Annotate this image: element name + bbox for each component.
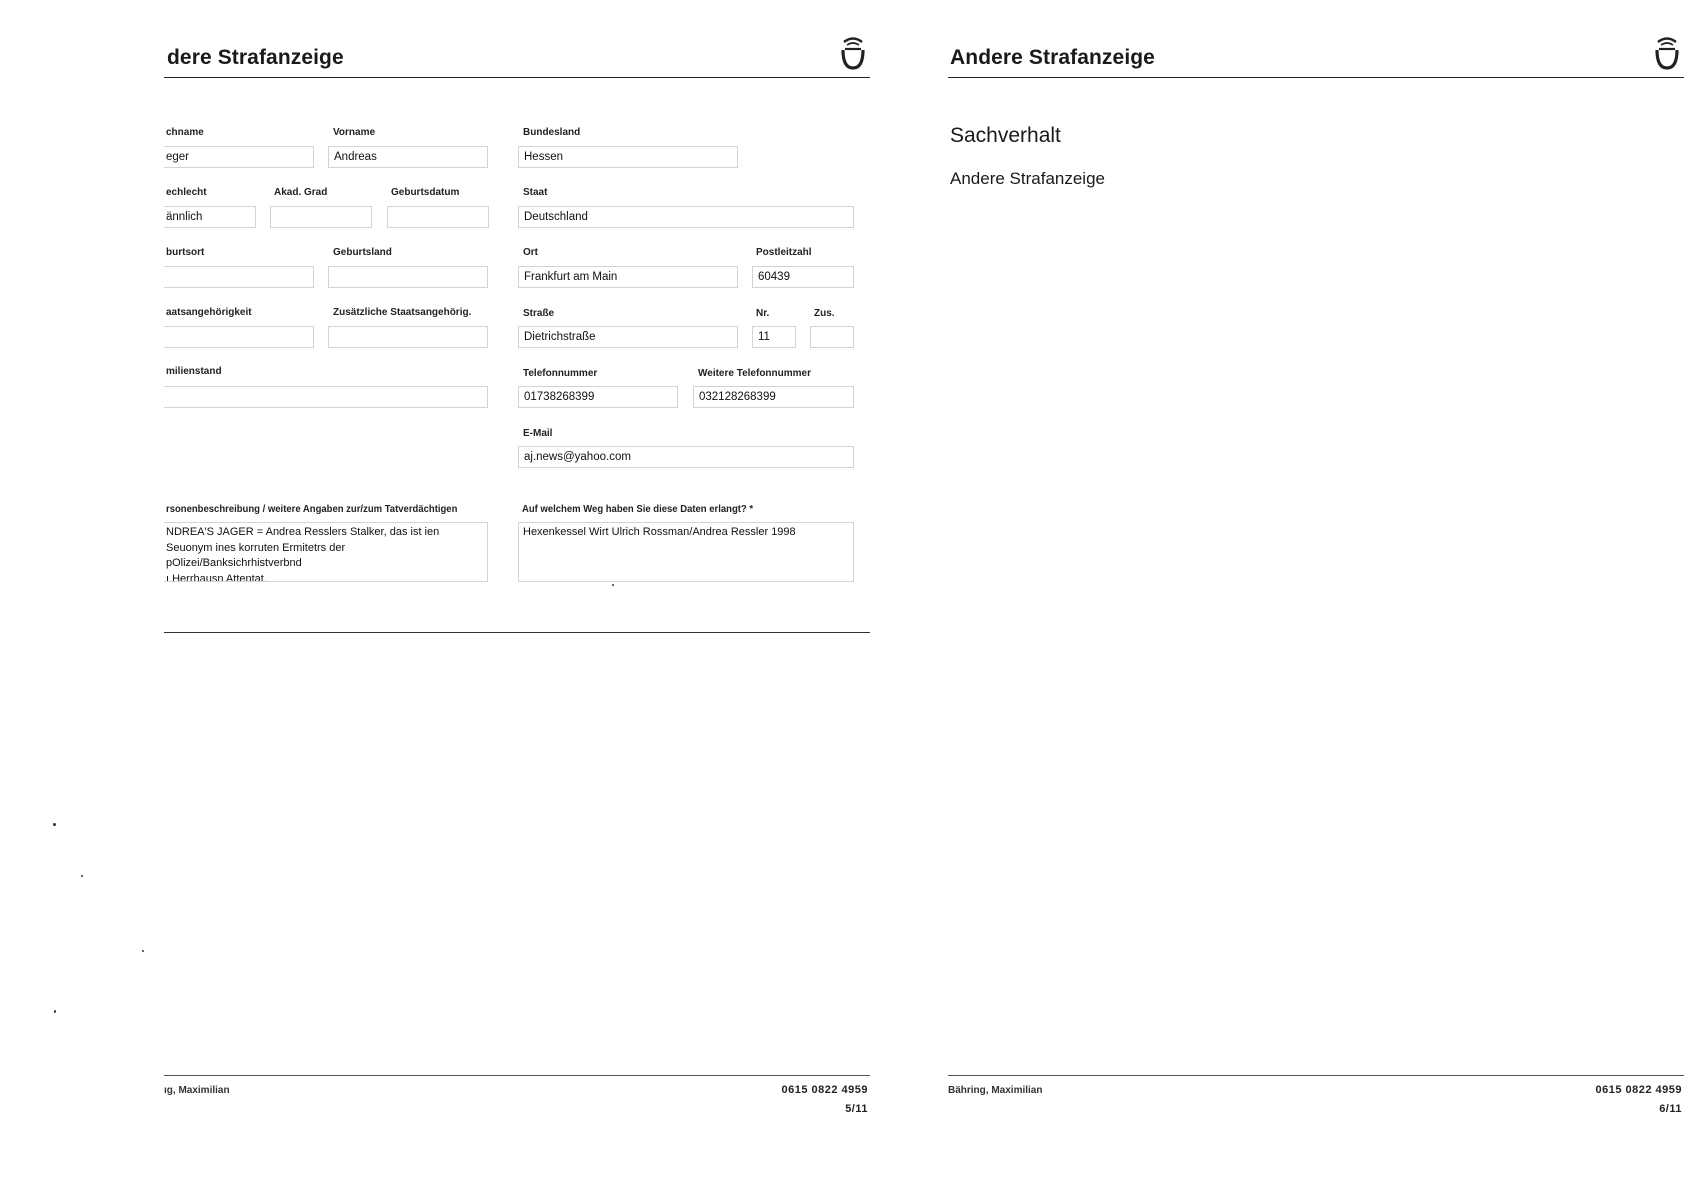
- weitere-telefon-field[interactable]: 032128268399: [693, 386, 854, 408]
- scan-speck: [81, 875, 83, 877]
- scan-speck: [612, 584, 614, 586]
- akad-grad-field[interactable]: [270, 206, 372, 228]
- akad-grad-label: Akad. Grad: [274, 186, 328, 199]
- scan-speck: [142, 950, 144, 952]
- strasse-label: Straße: [523, 307, 555, 320]
- weitere-telefon-label: Weitere Telefonnummer: [698, 367, 811, 380]
- telefon-label: Telefonnummer: [523, 367, 598, 380]
- vorname-field[interactable]: Andreas: [328, 146, 488, 168]
- geschlecht-field[interactable]: ännlich: [164, 206, 256, 228]
- geburtsland-label: Geburtsland: [333, 246, 392, 259]
- nachname-label: chname: [166, 126, 204, 139]
- zus-label: Zus.: [814, 307, 835, 320]
- zus-staatsangehoerigkeit-field[interactable]: [328, 326, 488, 348]
- footer-name: Bähring, Maximilian: [948, 1085, 1043, 1096]
- nr-label: Nr.: [756, 307, 770, 320]
- footer-divider: [948, 1075, 1684, 1076]
- nachname-field[interactable]: eger: [164, 146, 314, 168]
- staatsangehoerigkeit-field[interactable]: [164, 326, 314, 348]
- geburtsort-field[interactable]: [164, 266, 314, 288]
- header-divider: [948, 77, 1684, 78]
- geburtsdatum-field[interactable]: [387, 206, 489, 228]
- datenweg-label: Auf welchem Weg haben Sie diese Daten erlangt? *: [522, 503, 754, 516]
- section-text: Andere Strafanzeige: [950, 169, 1105, 188]
- nr-field[interactable]: 11: [752, 326, 796, 348]
- familienstand-label: milienstand: [166, 365, 222, 378]
- scan-speck: [53, 823, 56, 826]
- footer-number: 0615 0822 4959: [1595, 1084, 1682, 1096]
- beschreibung-line: Seuonym ines korruten Ermitetrs der pOlizei/Banksichrhistverbnd: [166, 541, 346, 569]
- page-title: dere Strafanzeige: [167, 46, 344, 69]
- ort-field[interactable]: Frankfurt am Main: [518, 266, 738, 288]
- scan-speck: [54, 1010, 56, 1013]
- geburtsort-label: burtsort: [166, 246, 205, 259]
- footer-number: 0615 0822 4959: [781, 1084, 868, 1096]
- footer-name: ıg, Maximilian: [164, 1085, 230, 1096]
- right-page: [920, 0, 1696, 1199]
- email-field[interactable]: aj.news@yahoo.com: [518, 446, 854, 468]
- footer-divider: [164, 1075, 870, 1076]
- email-label: E-Mail: [523, 427, 553, 440]
- header-divider: [164, 77, 870, 78]
- zus-field[interactable]: [810, 326, 854, 348]
- zus-staatsangehoerigkeit-label: Zusätzliche Staatsangehörig.: [333, 306, 472, 319]
- ort-label: Ort: [523, 246, 538, 259]
- geburtsland-field[interactable]: [328, 266, 488, 288]
- postleitzahl-label: Postleitzahl: [756, 246, 812, 259]
- footer-page-number: 5/11: [845, 1103, 868, 1115]
- datenweg-value: Hexenkessel Wirt Ulrich Rossman/Andrea Ressler 1998: [523, 526, 796, 538]
- staat-label: Staat: [523, 186, 548, 199]
- geschlecht-label: echlecht: [166, 186, 207, 199]
- postleitzahl-field[interactable]: 60439: [752, 266, 854, 288]
- geburtsdatum-label: Geburtsdatum: [391, 186, 460, 199]
- telefon-field[interactable]: 01738268399: [518, 386, 678, 408]
- page-title: Andere Strafanzeige: [950, 46, 1155, 69]
- beschreibung-textarea[interactable]: [164, 522, 488, 582]
- police-logo-icon: [1650, 33, 1684, 73]
- staatsangehoerigkeit-label: aatsangehörigkeit: [166, 306, 252, 319]
- police-logo-icon: [836, 33, 870, 73]
- datenweg-textarea[interactable]: [518, 522, 854, 582]
- beschreibung-line: ı Herrhausn Attentat.: [166, 572, 267, 582]
- bundesland-field[interactable]: Hessen: [518, 146, 738, 168]
- vorname-label: Vorname: [333, 126, 376, 139]
- content-divider: [164, 632, 870, 633]
- beschreibung-line: NDREA'S JAGER = Andrea Resslers Stalker, das ist ien: [166, 526, 440, 538]
- familienstand-field[interactable]: [164, 386, 488, 408]
- strasse-field[interactable]: Dietrichstraße: [518, 326, 738, 348]
- bundesland-label: Bundesland: [523, 126, 581, 139]
- footer-page-number: 6/11: [1659, 1103, 1682, 1115]
- section-heading: Sachverhalt: [950, 124, 1061, 147]
- beschreibung-label: rsonenbeschreibung / weitere Angaben zur/zum Tatverdächtigen: [166, 503, 458, 516]
- staat-field[interactable]: Deutschland: [518, 206, 854, 228]
